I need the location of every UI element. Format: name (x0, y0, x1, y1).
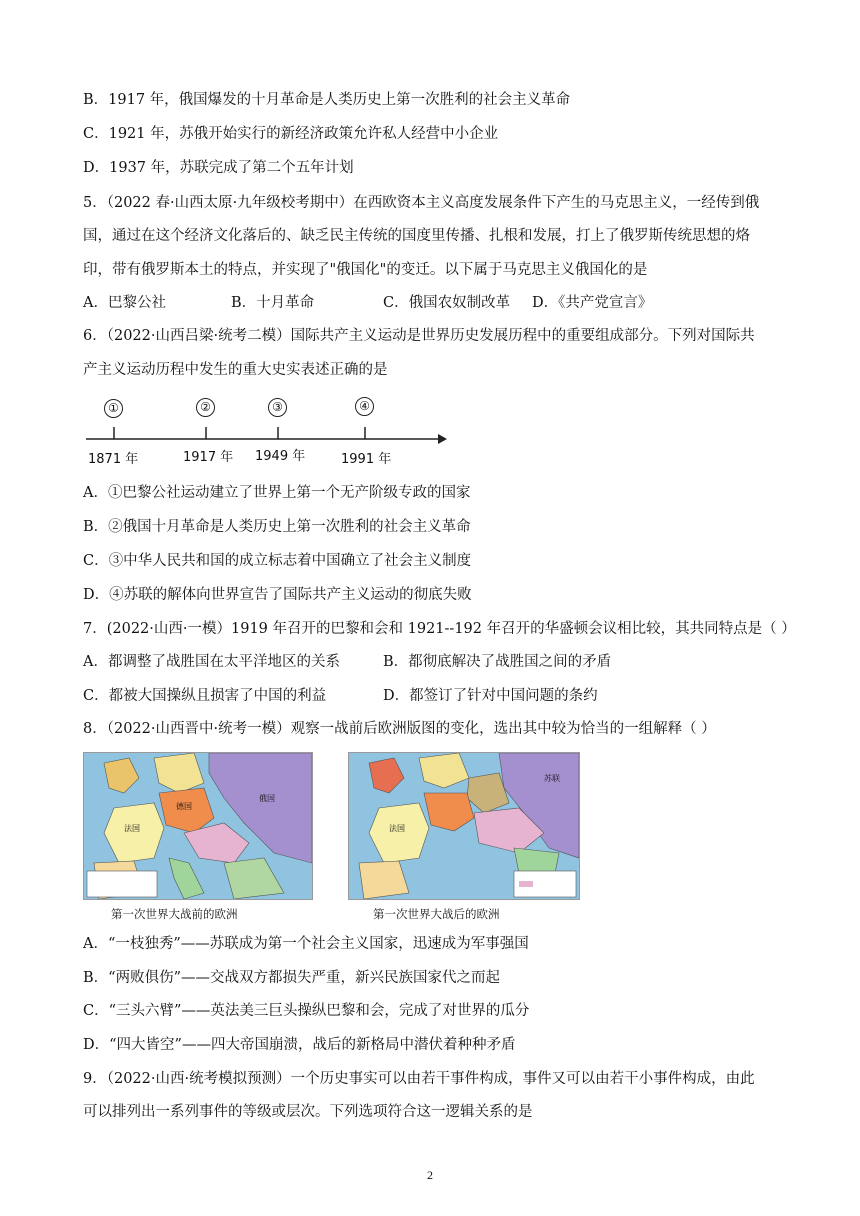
timeline-year-1991: 1991 年 (341, 452, 392, 467)
page-number: 2 (427, 1168, 433, 1182)
q7-option-a: A．都调整了战胜国在太平洋地区的关系 (83, 654, 340, 670)
q6-stem-line1: 6．（2022·山西吕梁·统考二模）国际共产主义运动是世界历史发展历程中的重要组成部分。下列对国际共 (83, 328, 755, 344)
q8-option-b: B．“两败俱伤”——交战双方都损失严重，新兴民族国家代之而起 (83, 970, 500, 986)
q5-stem-line3: 印，带有俄罗斯本土的特点，并实现了"俄国化"的变迁。以下属于马克思主义俄国化的是 (83, 262, 648, 278)
map-after-label-france: 法国 (389, 824, 405, 833)
q7-option-c: C．都被大国操纵且损害了中国的利益 (83, 688, 327, 704)
q8-option-a: A．“一枝独秀”——苏联成为第一个社会主义国家，迅速成为军事强国 (83, 936, 529, 952)
q4-option-b: B．1917 年，俄国爆发的十月革命是人类历史上第一次胜利的社会主义革命 (83, 92, 571, 108)
timeline-marker-4: ④ (355, 397, 374, 416)
q6-option-c: C．③中华人民共和国的成立标志着中国确立了社会主义制度 (83, 553, 472, 569)
q8-stem: 8．（2022·山西晋中·统考一模）观察一战前后欧洲版图的变化，选出其中较为恰当的一组解释（ ） (83, 721, 716, 737)
map-before-label-russia: 俄国 (259, 794, 275, 803)
q5-option-d: D．《共产党宣言》 (532, 295, 653, 311)
timeline-year-1949: 1949 年 (255, 449, 306, 464)
timeline-figure (83, 394, 453, 469)
q9-stem-line1: 9．（2022·山西·统考模拟预测）一个历史事实可以由若干事件构成，事件又可以由若干小事件构成，由此 (83, 1071, 755, 1087)
q9-stem-line2: 可以排列出一系列事件的等级或层次。下列选项符合这一逻辑关系的是 (83, 1104, 533, 1120)
q4-option-d: D．1937 年，苏联完成了第二个五年计划 (83, 160, 354, 176)
q4-option-c: C．1921 年，苏俄开始实行的新经济政策允许私人经营中小企业 (83, 126, 499, 142)
q8-option-c: C．“三头六臂”——英法美三巨头操纵巴黎和会，完成了对世界的瓜分 (83, 1003, 530, 1019)
timeline-marker-2: ② (196, 398, 215, 417)
map-europe-before-ww1 (83, 752, 313, 900)
q7-option-b: B．都彻底解决了战胜国之间的矛盾 (383, 654, 612, 670)
timeline-year-1917: 1917 年 (183, 450, 234, 465)
timeline-year-1871: 1871 年 (88, 452, 139, 467)
timeline-marker-1: ① (104, 399, 123, 418)
map-after-caption: 第一次世界大战后的欧洲 (373, 907, 500, 921)
q7-stem: 7．(2022·山西·一模）1919 年召开的巴黎和会和 1921--192 年召开的华盛顿会议相比较，其共同特点是（ ） (83, 621, 796, 637)
q5-stem-line1: 5．（2022 春·山西太原·九年级校考期中）在西欧资本主义高度发展条件下产生的马克思主义，一经传到俄 (83, 195, 760, 211)
q5-option-b: B．十月革命 (231, 295, 315, 311)
q6-option-d: D．④苏联的解体向世界宣告了国际共产主义运动的彻底失败 (83, 587, 472, 603)
map-before-label-germany: 德国 (176, 802, 192, 811)
q6-option-a: A．①巴黎公社运动建立了世界上第一个无产阶级专政的国家 (83, 485, 471, 501)
q5-stem-line2: 国，通过在这个经济文化落后的、缺乏民主传统的国度里传播、扎根和发展，打上了俄罗斯传统思想的烙 (83, 228, 750, 244)
timeline-marker-3: ③ (268, 398, 287, 417)
q7-option-d: D．都签订了针对中国问题的条约 (383, 688, 598, 704)
q6-option-b: B．②俄国十月革命是人类历史上第一次胜利的社会主义革命 (83, 519, 471, 535)
map-before-label-france: 法国 (124, 824, 140, 833)
q8-option-d: D．“四大皆空”——四大帝国崩溃，战后的新格局中潜伏着种种矛盾 (83, 1037, 516, 1053)
q6-stem-line2: 产主义运动历程中发生的重大史实表述正确的是 (83, 362, 388, 378)
map-after-label-ussr: 苏联 (544, 774, 560, 783)
map-europe-after-ww1 (348, 752, 580, 900)
europe-maps-figure (83, 752, 583, 927)
map-before-caption: 第一次世界大战前的欧洲 (111, 907, 238, 921)
q5-option-a: A．巴黎公社 (83, 295, 166, 311)
q5-option-c: C．俄国农奴制改革 (383, 295, 511, 311)
